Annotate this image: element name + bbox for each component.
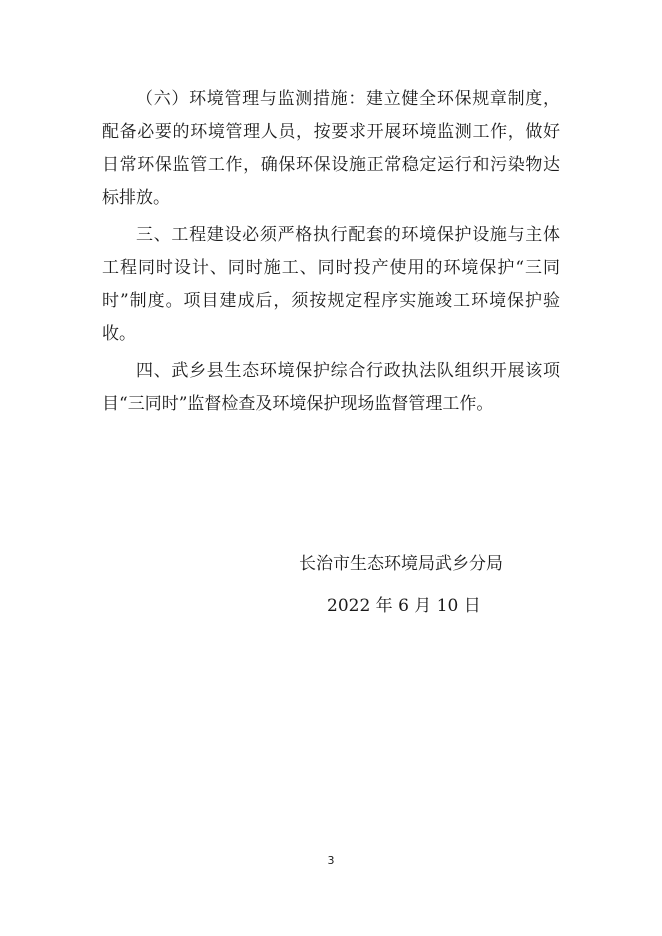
signature-organization: 长治市生态环境局武乡分局: [299, 554, 503, 574]
page-number: 3: [327, 854, 335, 867]
paragraph-three-simultaneous-requirement: 三、工程建设必须严格执行配套的环境保护设施与主体工程同时设计、同时施工、同时投产使用的环境保护“三同时”制度。项目建成后，须按规定程序实施竣工环境保护验收。: [102, 225, 560, 344]
paragraph-environmental-management: （六）环境管理与监测措施：建立健全环保规章制度，配备必要的环境管理人员，按要求开展环境监测工作，做好日常环保监管工作，确保环保设施正常稳定运行和污染物达标排放。: [102, 89, 560, 208]
signature-date: 2022 年 6 月 10 日: [327, 596, 481, 616]
paragraph-supervision-inspection: 四、武乡县生态环境保护综合行政执法队组织开展该项目“三同时”监督检查及环境保护现场监督管理工作。: [102, 361, 560, 414]
